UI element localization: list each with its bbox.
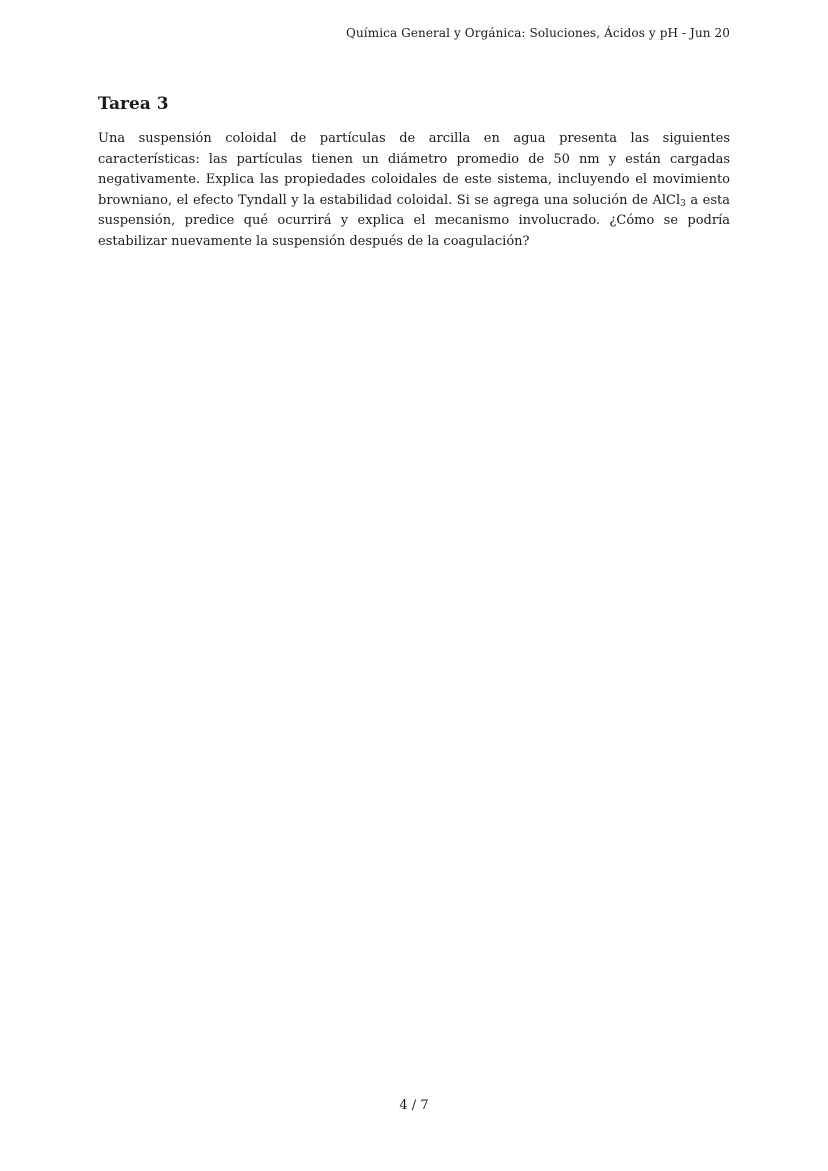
chemical-formula	[652, 193, 685, 208]
formula-base: AlCl	[652, 192, 681, 208]
task-title: Tarea 3	[98, 94, 169, 114]
formula-subscript: 3	[680, 198, 686, 209]
running-header: Química General y Orgánica: Soluciones, Ácidos y pH - Jun 20	[346, 26, 730, 40]
task-statement	[98, 129, 730, 253]
page-number: 4 / 7	[399, 1098, 429, 1113]
task-text-part-2: a esta suspensión, predice qué ocurrirá y explica el mecanismo involucrado. ¿Cómo se podría estabilizar nuevamente la suspensión después de la coagulación?	[98, 192, 730, 249]
task-text-part-1: Una suspensión coloidal de partículas de arcilla en agua presenta las siguientes características: las partículas tienen un diámetro promedio de 50 nm y están cargadas negativamente. Explica las propiedades coloidales de este sistema, incluyendo el movimiento browniano, el efecto Tyndall y la estabilidad coloidal. Si se agrega una solución de	[98, 131, 730, 208]
